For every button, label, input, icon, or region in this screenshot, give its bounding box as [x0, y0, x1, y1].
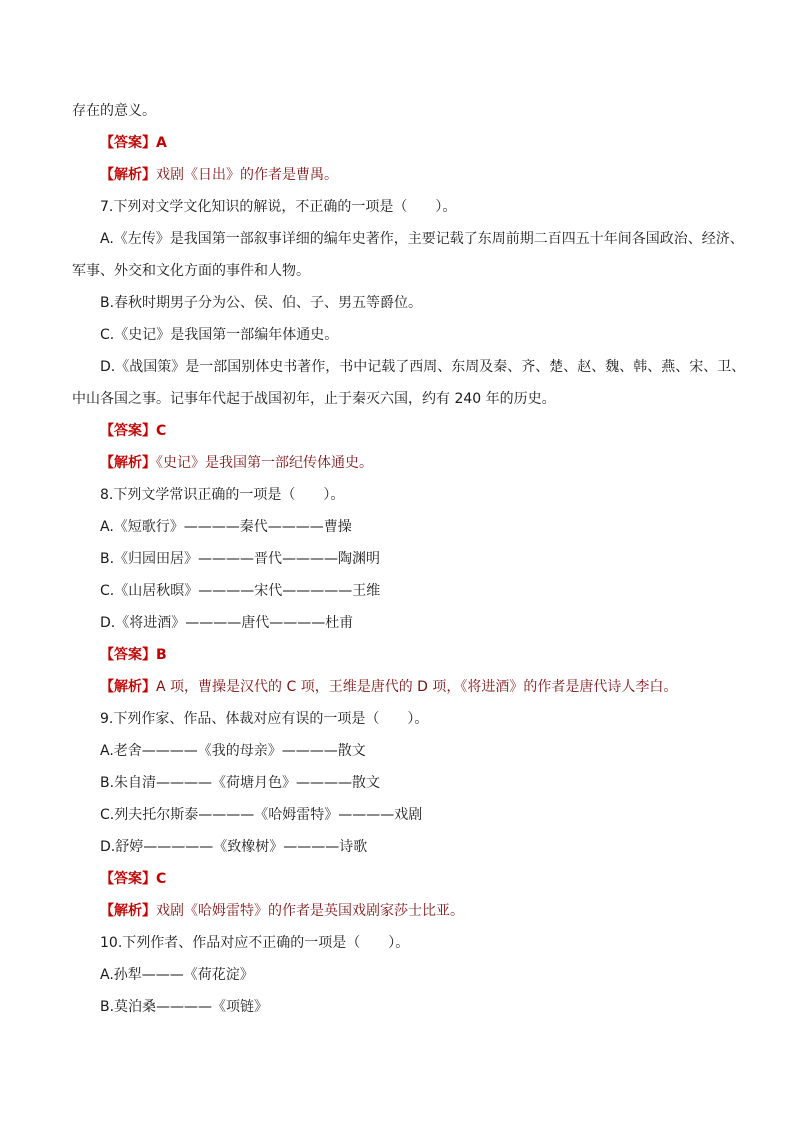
option-line: 军事、外交和文化方面的事件和人物。	[72, 263, 310, 279]
text-line: 存在的意义。	[72, 103, 156, 119]
analysis-line	[100, 453, 373, 473]
question-line: 9.下列作家、作品、体裁对应有误的一项是（ ）。	[100, 711, 429, 727]
option-line: 中山各国之事。记事年代起于战国初年，止于秦灭六国，约有 240 年的历史。	[72, 391, 556, 407]
option-line: A.老舍————《我的母亲》————散文	[100, 743, 366, 759]
option-line: C.《山居秋暝》————宋代—————王维	[100, 583, 381, 599]
question-line: 10.下列作者、作品对应不正确的一项是（ ）。	[100, 935, 410, 951]
answer-line: 【答案】C	[100, 423, 167, 439]
analysis-tag: 【解析】	[100, 903, 156, 919]
analysis-text: 戏剧《哈姆雷特》的作者是英国戏剧家莎士比亚。	[156, 903, 464, 919]
analysis-text: 戏剧《日出》的作者是曹禺。	[156, 167, 338, 183]
answer-line: 【答案】A	[100, 135, 167, 151]
question-line: 7.下列对文学文化知识的解说，不正确的一项是（ ）。	[100, 199, 457, 215]
option-line: C.列夫托尔斯泰————《哈姆雷特》————戏剧	[100, 807, 423, 823]
answer-line: 【答案】B	[100, 647, 167, 663]
option-line: B.春秋时期男子分为公、侯、伯、子、男五等爵位。	[100, 295, 423, 311]
analysis-line	[100, 901, 464, 921]
analysis-tag: 【解析】	[100, 679, 156, 695]
analysis-text: 《史记》是我国第一部纪传体通史。	[156, 455, 373, 471]
analysis-text: A 项，曹操是汉代的 C 项，王维是唐代的 D 项，《将进酒》的作者是唐代诗人李白。	[156, 679, 678, 695]
analysis-tag: 【解析】	[100, 167, 156, 183]
analysis-line	[100, 165, 338, 185]
answer-line: 【答案】C	[100, 871, 167, 887]
option-line: C.《史记》是我国第一部编年体通史。	[100, 327, 339, 343]
question-line: 8.下列文学常识正确的一项是（ ）。	[100, 487, 345, 503]
analysis-tag: 【解析】	[100, 455, 156, 471]
option-line: B.《归园田居》————晋代————陶渊明	[100, 551, 381, 567]
option-line: A.《左传》是我国第一部叙事详细的编年史著作，主要记载了东周前期二百四五十年间各国政治、经济、	[100, 231, 744, 247]
option-line: D.舒婷—————《致橡树》————诗歌	[100, 839, 368, 855]
analysis-line	[100, 677, 677, 697]
option-line: D.《将进酒》————唐代————杜甫	[100, 615, 354, 631]
option-line: B.莫泊桑————《项链》	[100, 999, 269, 1015]
option-line: A.《短歌行》————秦代————曹操	[100, 519, 352, 535]
option-line: B.朱自清————《荷塘月色》————散文	[100, 775, 381, 791]
option-line: D.《战国策》是一部国别体史书著作，书中记载了西周、东周及秦、齐、楚、赵、魏、韩、燕、宋、卫、	[100, 359, 746, 375]
option-line: A.孙犁———《荷花淀》	[100, 967, 254, 983]
